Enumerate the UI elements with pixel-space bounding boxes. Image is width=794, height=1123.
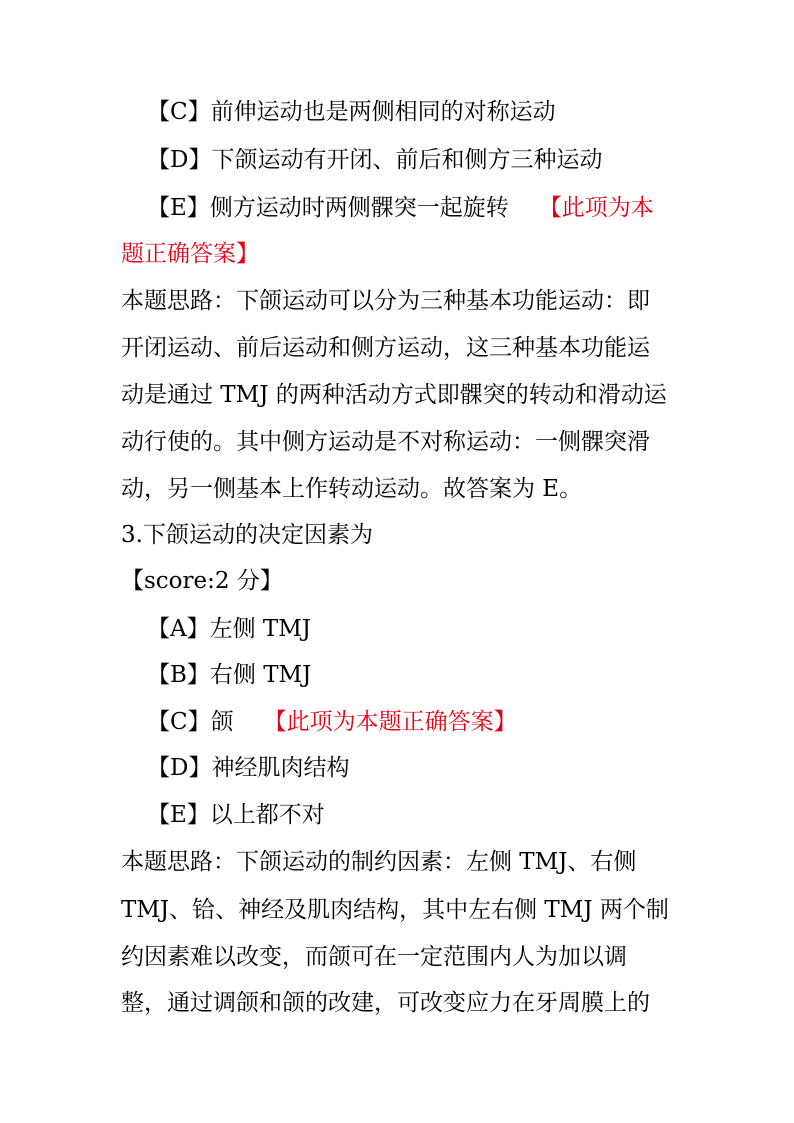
q2-explanation-line: 开闭运动、前后运动和侧方运动，这三种基本功能运 — [121, 335, 650, 361]
q3-option-a: 【A】左侧 TMJ — [147, 616, 312, 642]
correct-answer-mark: 【此项为本 — [538, 195, 654, 221]
q2-option-e-text: 【E】侧方运动时两侧髁突一起旋转 — [147, 195, 509, 221]
q3-explanation-line: 整，通过调颌和颌的改建，可改变应力在牙周膜上的 — [121, 990, 650, 1016]
q3-option-c — [147, 707, 707, 737]
q3-explanation-line: 本题思路：下颌运动的制约因素：左侧 TMJ、右侧 — [121, 849, 637, 875]
q3-explanation-line: TMJ、铪、神经及肌肉结构，其中左右侧 TMJ 两个制 — [121, 897, 669, 923]
q3-option-d: 【D】神经肌肉结构 — [147, 755, 350, 781]
q2-explanation-line: 本题思路：下颌运动可以分为三种基本功能运动：即 — [121, 288, 650, 314]
q2-option-d: 【D】下颌运动有开闭、前后和侧方三种运动 — [147, 147, 603, 173]
q2-explanation-line: 动，另一侧基本上作转动运动。故答案为 E。 — [121, 476, 583, 502]
q3-option-c-text: 【C】颌 — [147, 709, 234, 735]
q3-explanation-line: 约因素难以改变，而颌可在一定范围内人为加以调 — [121, 944, 627, 970]
q2-option-c: 【C】前伸运动也是两侧相同的对称运动 — [147, 99, 556, 125]
q2-option-e — [147, 193, 707, 223]
q2-explanation-line: 动行使的。其中侧方运动是不对称运动：一侧髁突滑 — [121, 429, 650, 455]
correct-answer-mark-cont: 题正确答案】 — [121, 241, 259, 267]
q3-option-e: 【E】以上都不对 — [147, 802, 325, 828]
correct-answer-mark: 【此项为本题正确答案】 — [263, 709, 517, 735]
q2-explanation-line: 动是通过 TMJ 的两种活动方式即髁突的转动和滑动运 — [121, 382, 667, 408]
q3-option-b: 【B】右侧 TMJ — [147, 662, 312, 688]
q3-question: 3.下颌运动的决定因素为 — [121, 522, 373, 548]
q3-score: 【score:2 分】 — [121, 568, 283, 594]
